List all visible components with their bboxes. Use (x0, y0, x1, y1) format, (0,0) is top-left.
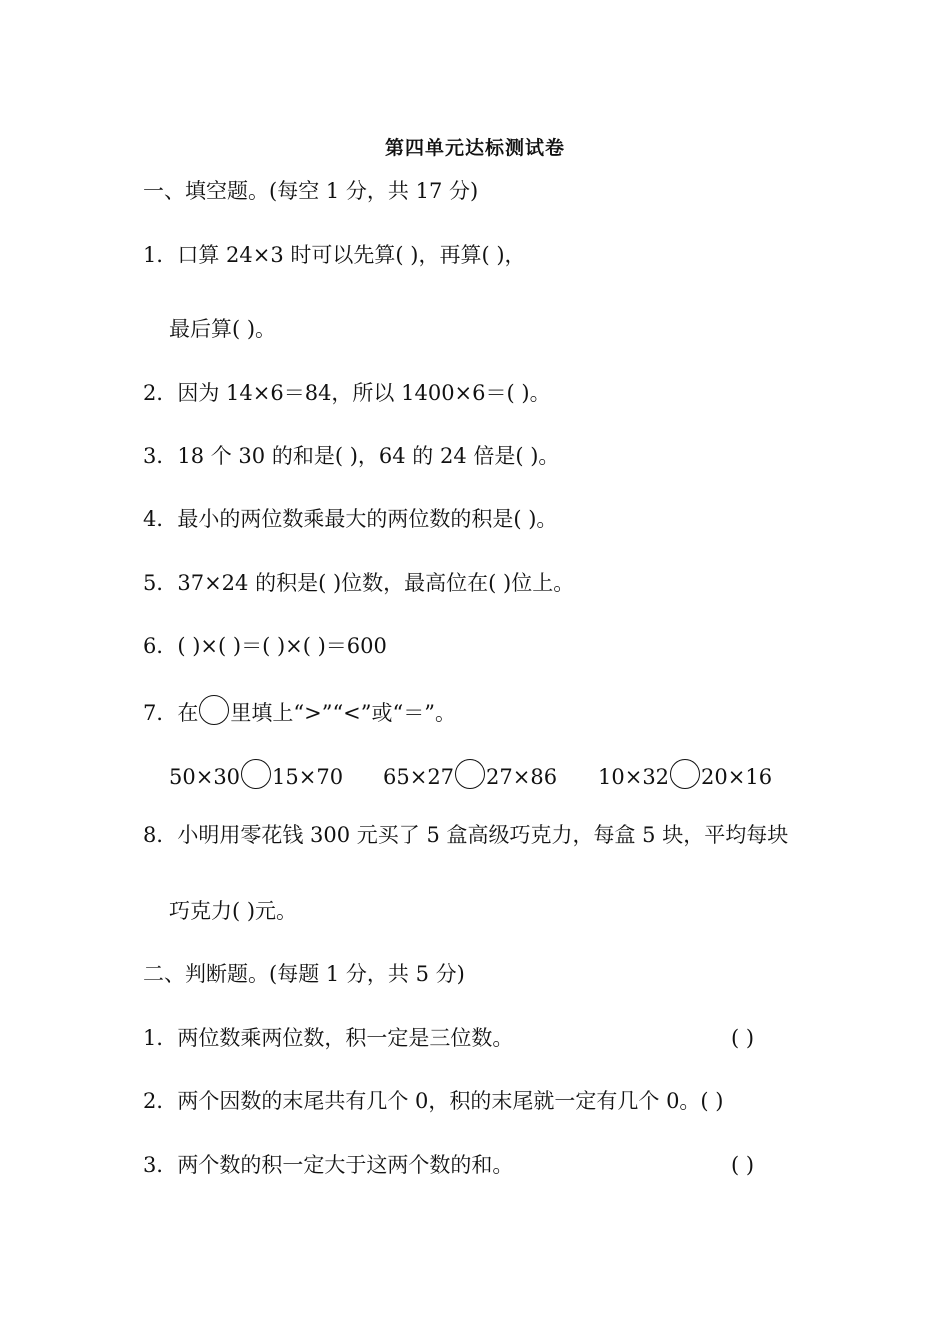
circle-icon (199, 695, 229, 725)
question-1-line-2: 最后算( )。 (169, 317, 277, 341)
section1-heading: 一、填空题。(每空 1 分，共 17 分) (143, 179, 479, 203)
page-title: 第四单元达标测试卷 (384, 137, 565, 159)
question-6: 6．( )×( )＝( )×( )＝600 (143, 634, 387, 658)
judge-question-2: 2．两个因数的末尾共有几个 0，积的末尾就一定有几个 0。( ) (143, 1089, 724, 1113)
answer-circle[interactable] (670, 759, 700, 789)
question-4: 4．最小的两位数乘最大的两位数的积是( )。 (143, 507, 558, 531)
question-1-line-1: 1．口算 24×3 时可以先算( )，再算( )， (143, 243, 526, 267)
question-3: 3．18 个 30 的和是( )，64 的 24 倍是( )。 (143, 444, 560, 468)
question-8-line-1: 8．小明用零花钱 300 元买了 5 盒高级巧克力，每盒 5 块，平均每块 (143, 823, 789, 847)
question-8-line-2: 巧克力( )元。 (169, 899, 298, 923)
answer-paren-3[interactable]: ( ) (731, 1153, 755, 1177)
question-5: 5．37×24 的积是( )位数，最高位在( )位上。 (143, 571, 575, 595)
answer-circle[interactable] (241, 759, 271, 789)
compare-left: 10×32 (598, 765, 670, 789)
compare-item-2 (383, 759, 557, 790)
compare-left: 50×30 (169, 765, 241, 789)
section2-heading: 二、判断题。(每题 1 分，共 5 分) (143, 962, 465, 986)
compare-right: 20×16 (701, 765, 773, 789)
compare-right: 15×70 (272, 765, 344, 789)
compare-left: 65×27 (383, 765, 455, 789)
judge-question-3: 3．两个数的积一定大于这两个数的和。 (143, 1153, 514, 1177)
compare-right: 27×86 (486, 765, 558, 789)
question-7-prefix: 7．在 (143, 701, 199, 725)
question-2: 2．因为 14×6＝84，所以 1400×6＝( )。 (143, 381, 551, 405)
question-7-suffix: 里填上“>”“<”或“＝”。 (230, 701, 456, 725)
question-7 (143, 695, 456, 726)
compare-item-3 (598, 759, 772, 790)
answer-circle[interactable] (455, 759, 485, 789)
judge-question-1: 1．两位数乘两位数，积一定是三位数。 (143, 1026, 514, 1050)
compare-item-1 (169, 759, 343, 790)
answer-paren-1[interactable]: ( ) (731, 1026, 755, 1050)
